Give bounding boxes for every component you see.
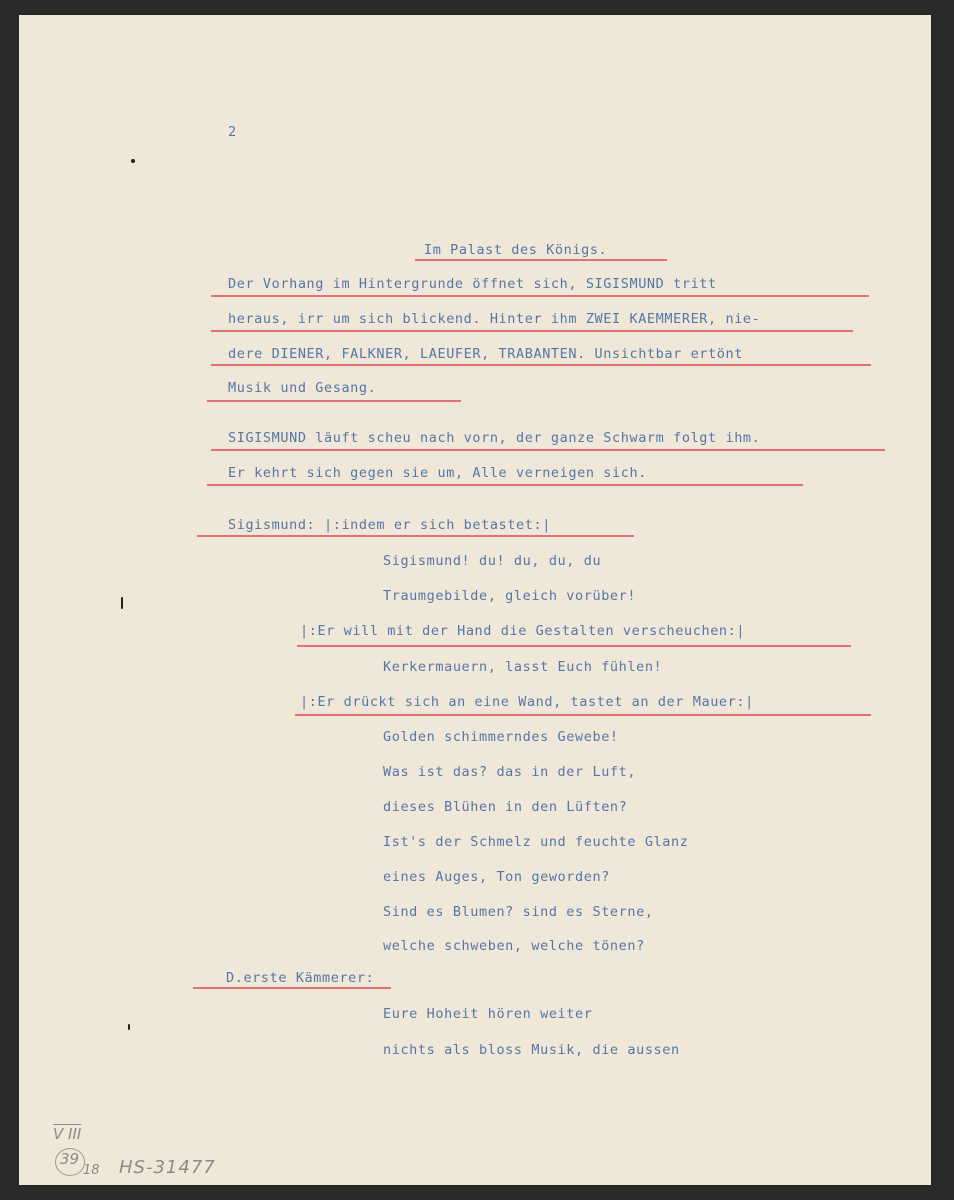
archive-folio-mark: 39 xyxy=(60,1150,80,1168)
ink-speck xyxy=(131,159,135,163)
stage-direction-line: Er kehrt sich gegen sie um, Alle verneigen sich. xyxy=(228,465,647,481)
stage-direction-line: heraus, irr um sich blickend. Hinter ihm ZWEI KAEMMERER, nie- xyxy=(228,311,761,327)
verse-line: nichts als bloss Musik, die aussen xyxy=(383,1042,680,1058)
verse-line: Sigismund! du! du, du, du xyxy=(383,553,602,569)
red-underline xyxy=(197,535,634,537)
red-underline xyxy=(295,714,871,716)
verse-line: eines Auges, Ton geworden? xyxy=(383,869,610,885)
stage-direction-inline: |:Er will mit der Hand die Gestalten verscheuchen:| xyxy=(300,623,746,639)
verse-line: dieses Blühen in den Lüften? xyxy=(383,799,628,815)
ink-speck xyxy=(128,1024,130,1030)
ink-speck xyxy=(121,597,123,609)
verse-line: Was ist das? das in der Luft, xyxy=(383,764,637,780)
red-underline xyxy=(207,484,803,486)
verse-line: Eure Hoheit hören weiter xyxy=(383,1006,593,1022)
red-underline xyxy=(211,364,871,366)
red-underline xyxy=(211,330,853,332)
speaker-line: D.erste Kämmerer: xyxy=(226,970,375,986)
verse-line: Golden schimmerndes Gewebe! xyxy=(383,729,619,745)
page-number: 2 xyxy=(228,124,237,140)
stage-direction-line: SIGISMUND läuft scheu nach vorn, der ganze Schwarm folgt ihm. xyxy=(228,430,761,446)
title-underline xyxy=(415,259,667,261)
stage-direction-line: dere DIENER, FALKNER, LAEUFER, TRABANTEN. Unsichtbar ertönt xyxy=(228,346,743,362)
archive-folio-sub: 18 xyxy=(83,1163,100,1178)
verse-line: Sind es Blumen? sind es Sterne, xyxy=(383,904,654,920)
archive-signature: HS-31477 xyxy=(119,1157,216,1178)
stage-direction-inline: |:Er drückt sich an eine Wand, tastet an der Mauer:| xyxy=(300,694,754,710)
red-underline xyxy=(297,645,851,647)
scene-title: Im Palast des Königs. xyxy=(424,242,608,258)
verse-line: Ist's der Schmelz und feuchte Glanz xyxy=(383,834,689,850)
red-underline xyxy=(207,400,461,402)
red-underline xyxy=(211,449,885,451)
red-underline xyxy=(211,295,869,297)
stage-direction-line: Der Vorhang im Hintergrunde öffnet sich, SIGISMUND tritt xyxy=(228,276,717,292)
document-page xyxy=(19,15,931,1185)
verse-line: welche schweben, welche tönen? xyxy=(383,938,645,954)
archive-volume-mark: V III xyxy=(53,1125,82,1143)
verse-line: Kerkermauern, lasst Euch fühlen! xyxy=(383,659,663,675)
red-underline xyxy=(193,987,391,989)
speaker-line: Sigismund: |:indem er sich betastet:| xyxy=(228,517,551,533)
stage-direction-line: Musik und Gesang. xyxy=(228,380,377,396)
verse-line: Traumgebilde, gleich vorüber! xyxy=(383,588,637,604)
